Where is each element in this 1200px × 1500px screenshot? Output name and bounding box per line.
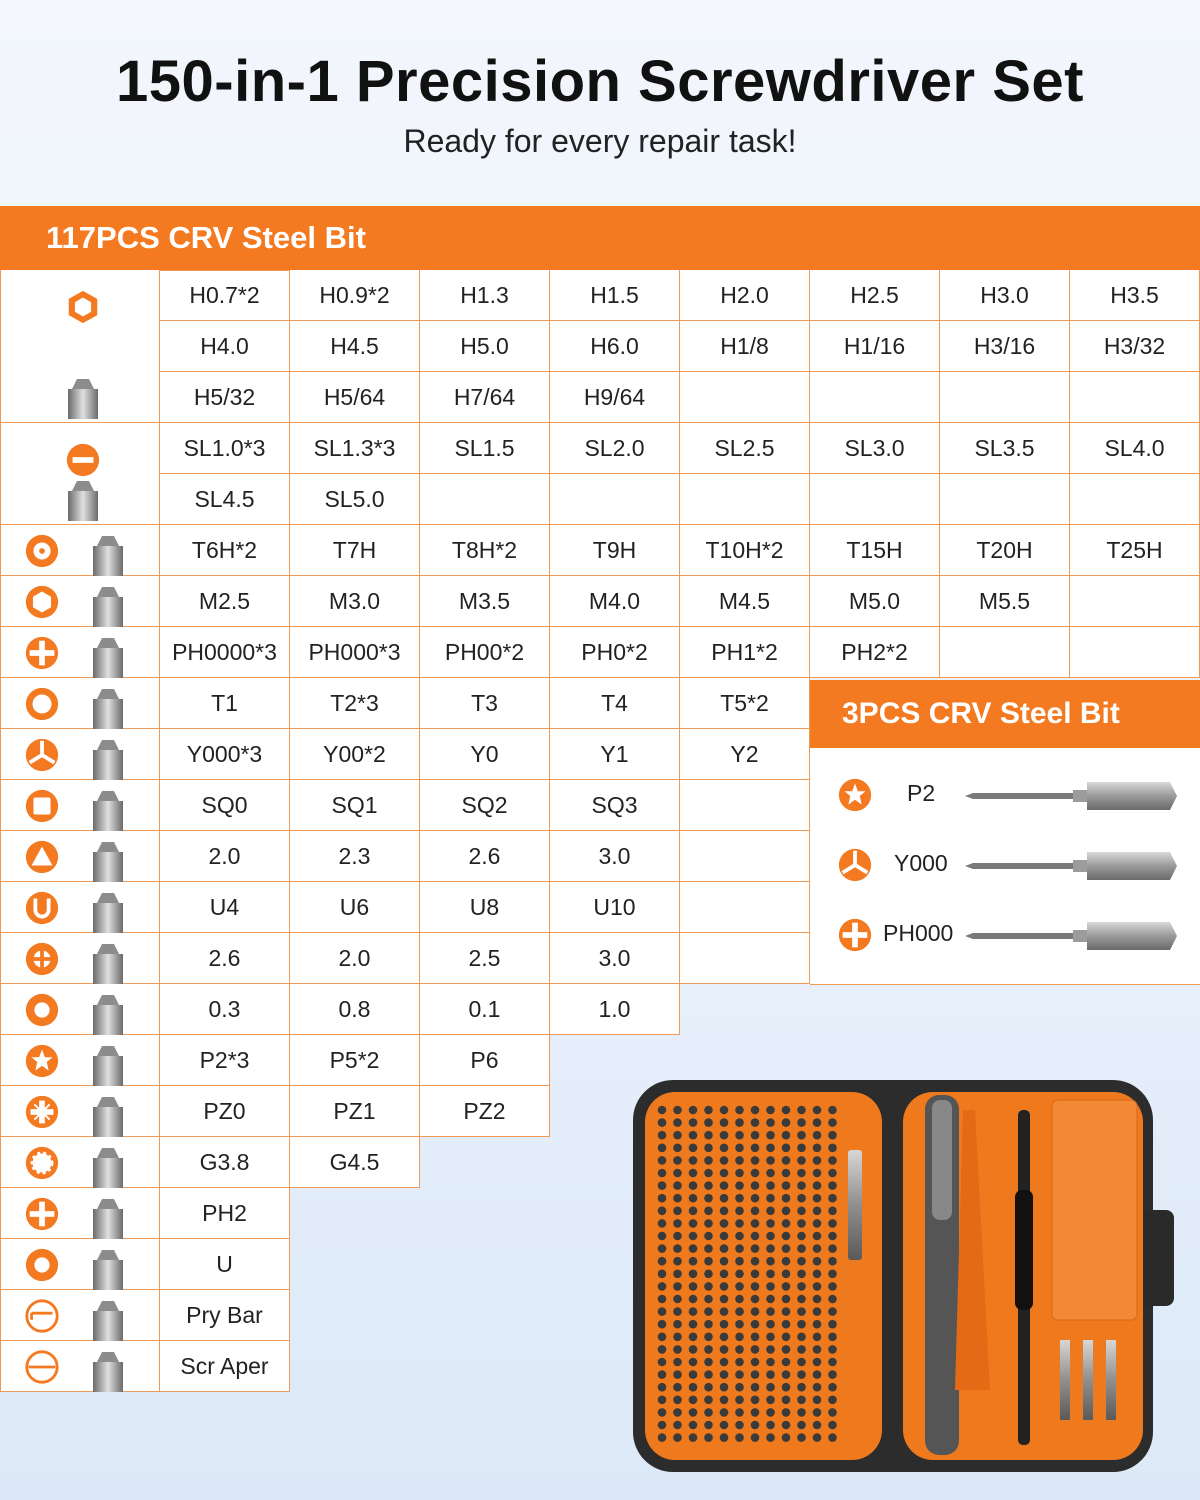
bit-group-icon-cell	[0, 882, 160, 933]
bit-size-cell: T10H*2	[680, 525, 810, 576]
bit-size-cell: M2.5	[160, 576, 290, 627]
bit-size-cell: 3.0	[550, 831, 680, 882]
bit-size-cell: T5*2	[680, 678, 810, 729]
bit-size-cell: PH1*2	[680, 627, 810, 678]
extra-bit-item	[810, 774, 1200, 818]
extra-bit-label: PH000	[883, 920, 954, 946]
bit-size-cell: 2.0	[160, 831, 290, 882]
bit-size-cell: T2*3	[290, 678, 420, 729]
bit-size-cell: Y00*2	[290, 729, 420, 780]
extra-bit-image	[965, 848, 1180, 889]
bit-size-cell: H1/8	[680, 321, 810, 372]
bit-size-cell: 2.3	[290, 831, 420, 882]
extra-bits-header	[810, 680, 1200, 748]
bit-size-cell: U6	[290, 882, 420, 933]
bit-size-cell: H6.0	[550, 321, 680, 372]
bit-size-cell: PZ1	[290, 1086, 420, 1137]
slotted-icon	[64, 441, 102, 484]
pentalobe-icon	[23, 1042, 61, 1085]
bit-size-cell	[550, 474, 680, 525]
bit-group-icon-cell	[0, 1341, 160, 1392]
bit-tip-image	[58, 377, 108, 424]
square-icon	[23, 787, 61, 830]
bit-size-cell: T4	[550, 678, 680, 729]
hex-socket-icon	[23, 583, 61, 626]
bit-size-cell: H5.0	[420, 321, 550, 372]
bit-size-cell: M4.0	[550, 576, 680, 627]
scraper-icon	[23, 1348, 61, 1391]
bit-size-cell: H0.9*2	[290, 270, 420, 321]
bit-size-cell: T20H	[940, 525, 1070, 576]
bit-size-cell: H5/32	[160, 372, 290, 423]
extra-bit-image	[965, 778, 1180, 819]
bit-size-cell: SL4.0	[1070, 423, 1200, 474]
bit-size-cell: M5.5	[940, 576, 1070, 627]
bit-size-cell: P2*3	[160, 1035, 290, 1086]
bit-tip-image	[83, 993, 133, 1040]
bit-size-cell: U10	[550, 882, 680, 933]
bit-group-icon-cell	[0, 423, 160, 525]
bit-tip-image	[83, 1299, 133, 1346]
bit-size-cell: M3.0	[290, 576, 420, 627]
bit-group-icon-cell	[0, 525, 160, 576]
bit-table-title: 117PCS CRV Steel Bit	[46, 220, 366, 255]
bit-size-cell: H0.7*2	[160, 270, 290, 321]
bit-size-cell: SL2.0	[550, 423, 680, 474]
bit-tip-image	[83, 687, 133, 734]
bit-group-icon-cell	[0, 831, 160, 882]
bit-group-icon-cell	[0, 627, 160, 678]
bit-size-cell: T25H	[1070, 525, 1200, 576]
bit-size-cell: SQ2	[420, 780, 550, 831]
bit-size-cell	[940, 372, 1070, 423]
extra-bit-label: P2	[907, 780, 936, 806]
bit-size-cell	[680, 474, 810, 525]
bit-size-cell: 0.1	[420, 984, 550, 1035]
bit-size-cell	[810, 372, 940, 423]
bit-size-cell: U	[160, 1239, 290, 1290]
pozidriv-icon	[23, 1093, 61, 1136]
bit-size-cell: 2.6	[160, 933, 290, 984]
bit-group-icon-cell	[0, 780, 160, 831]
bit-size-cell: PH2*2	[810, 627, 940, 678]
bit-size-cell: M3.5	[420, 576, 550, 627]
bit-size-cell: Y1	[550, 729, 680, 780]
bit-tip-image	[83, 789, 133, 836]
extra-bit-item	[810, 914, 1200, 958]
bit-size-cell: T9H	[550, 525, 680, 576]
gear-bit-icon	[23, 1144, 61, 1187]
bit-size-cell: PH00*2	[420, 627, 550, 678]
bit-group-icon-cell	[0, 270, 160, 423]
cross-round-icon	[23, 940, 61, 983]
bit-size-cell: G4.5	[290, 1137, 420, 1188]
bit-size-cell: 2.5	[420, 933, 550, 984]
bit-size-cell: H2.5	[810, 270, 940, 321]
bit-size-cell	[680, 933, 810, 984]
round-icon	[23, 1246, 61, 1289]
bit-group-icon-cell	[0, 984, 160, 1035]
bit-tip-image	[83, 942, 133, 989]
bit-size-cell: 0.3	[160, 984, 290, 1035]
bit-table-banner	[0, 206, 1200, 270]
bit-size-cell: PH0*2	[550, 627, 680, 678]
bit-group-icon-cell	[0, 1035, 160, 1086]
bit-size-cell: SL2.5	[680, 423, 810, 474]
bit-size-cell: SQ1	[290, 780, 420, 831]
bit-size-cell: PH0000*3	[160, 627, 290, 678]
bit-tip-image	[83, 1095, 133, 1142]
bit-tip-image	[83, 1146, 133, 1193]
u-shape-icon	[23, 889, 61, 932]
hex-icon	[64, 288, 102, 331]
bit-size-cell: 2.6	[420, 831, 550, 882]
extra-bits-title: 3PCS CRV Steel Bit	[842, 697, 1120, 730]
bit-size-cell: H3.0	[940, 270, 1070, 321]
phillips-icon	[23, 634, 61, 677]
bit-size-cell: M4.5	[680, 576, 810, 627]
bit-group-icon-cell	[0, 678, 160, 729]
bit-group-icon-cell	[0, 1290, 160, 1341]
bit-group-icon-cell	[0, 1239, 160, 1290]
bit-size-cell: SL3.5	[940, 423, 1070, 474]
bit-size-cell: T1	[160, 678, 290, 729]
bit-tip-image	[83, 840, 133, 887]
bit-size-cell: SQ3	[550, 780, 680, 831]
bit-size-cell	[810, 474, 940, 525]
bit-size-cell: H1.5	[550, 270, 680, 321]
tri-wing-icon	[836, 846, 874, 889]
page-title: 150-in-1 Precision Screwdriver Set	[116, 49, 1084, 114]
bit-tip-image	[83, 1248, 133, 1295]
bit-size-cell	[680, 372, 810, 423]
bit-tip-image	[83, 1197, 133, 1244]
bit-group-icon-cell	[0, 1188, 160, 1239]
bit-size-cell: H4.5	[290, 321, 420, 372]
phillips-icon	[836, 916, 874, 959]
bit-size-cell	[1070, 474, 1200, 525]
extra-bit-label: Y000	[894, 850, 948, 876]
extra-bit-image	[965, 918, 1180, 959]
bit-size-cell: 1.0	[550, 984, 680, 1035]
torx-icon	[23, 685, 61, 728]
bit-size-cell: Y000*3	[160, 729, 290, 780]
bit-size-cell	[1070, 627, 1200, 678]
bit-size-cell: PZ0	[160, 1086, 290, 1137]
bit-size-cell: U4	[160, 882, 290, 933]
bit-size-cell: SL3.0	[810, 423, 940, 474]
bit-size-cell: H4.0	[160, 321, 290, 372]
bit-size-cell	[680, 831, 810, 882]
pentalobe-icon	[836, 776, 874, 819]
bit-group-icon-cell	[0, 1137, 160, 1188]
phillips-icon	[23, 1195, 61, 1238]
extra-bit-item	[810, 844, 1200, 888]
bit-size-cell: PH000*3	[290, 627, 420, 678]
bit-size-cell: U8	[420, 882, 550, 933]
bit-tip-image	[83, 891, 133, 938]
bit-size-cell: H2.0	[680, 270, 810, 321]
bit-size-cell	[1070, 372, 1200, 423]
bit-size-cell: T6H*2	[160, 525, 290, 576]
bit-size-cell: T7H	[290, 525, 420, 576]
bit-group-icon-cell	[0, 933, 160, 984]
bit-tip-image	[83, 585, 133, 632]
bit-size-cell	[420, 474, 550, 525]
pry-bar-icon	[23, 1297, 61, 1340]
bit-size-cell: PH2	[160, 1188, 290, 1239]
bit-group-icon-cell	[0, 729, 160, 780]
bit-tip-image	[58, 479, 108, 526]
bit-size-cell: 3.0	[550, 933, 680, 984]
bit-size-cell: G3.8	[160, 1137, 290, 1188]
bit-tip-image	[83, 534, 133, 581]
bit-size-cell	[680, 882, 810, 933]
bit-size-cell: H1/16	[810, 321, 940, 372]
bit-size-cell	[680, 780, 810, 831]
bit-size-cell: T3	[420, 678, 550, 729]
torx-hole-icon	[23, 532, 61, 575]
tri-wing-icon	[23, 736, 61, 779]
bit-size-cell: SL1.0*3	[160, 423, 290, 474]
bit-size-cell: Y2	[680, 729, 810, 780]
bit-size-cell: SL4.5	[160, 474, 290, 525]
bit-tip-image	[83, 1044, 133, 1091]
bit-size-cell: SQ0	[160, 780, 290, 831]
extra-bits-box	[810, 680, 1200, 985]
bit-group-icon-cell	[0, 1086, 160, 1137]
bit-size-cell: T8H*2	[420, 525, 550, 576]
bit-size-cell: H9/64	[550, 372, 680, 423]
bit-group-icon-cell	[0, 576, 160, 627]
bit-size-cell: PZ2	[420, 1086, 550, 1137]
page-subtitle: Ready for every repair task!	[403, 123, 797, 159]
bit-size-cell: H1.3	[420, 270, 550, 321]
bit-size-cell: Y0	[420, 729, 550, 780]
bit-tip-image	[83, 738, 133, 785]
bit-size-cell: H7/64	[420, 372, 550, 423]
bit-size-cell: H3.5	[1070, 270, 1200, 321]
bit-tip-image	[83, 636, 133, 683]
round-icon	[23, 991, 61, 1034]
bit-size-cell: H3/16	[940, 321, 1070, 372]
bit-size-cell: H5/64	[290, 372, 420, 423]
bit-size-cell	[1070, 576, 1200, 627]
bit-size-cell: 2.0	[290, 933, 420, 984]
bit-size-cell: SL5.0	[290, 474, 420, 525]
bit-size-cell: Scr Aper	[160, 1341, 290, 1392]
bit-size-cell: P6	[420, 1035, 550, 1086]
triangle-icon	[23, 838, 61, 881]
bit-size-cell: Pry Bar	[160, 1290, 290, 1341]
bit-size-cell	[940, 474, 1070, 525]
bit-size-cell: 0.8	[290, 984, 420, 1035]
bit-size-cell: M5.0	[810, 576, 940, 627]
bit-size-cell: P5*2	[290, 1035, 420, 1086]
bit-size-cell	[940, 627, 1070, 678]
bit-tip-image	[83, 1350, 133, 1397]
bit-size-cell: H3/32	[1070, 321, 1200, 372]
bit-size-cell: T15H	[810, 525, 940, 576]
bit-size-cell: SL1.3*3	[290, 423, 420, 474]
bit-size-cell: SL1.5	[420, 423, 550, 474]
